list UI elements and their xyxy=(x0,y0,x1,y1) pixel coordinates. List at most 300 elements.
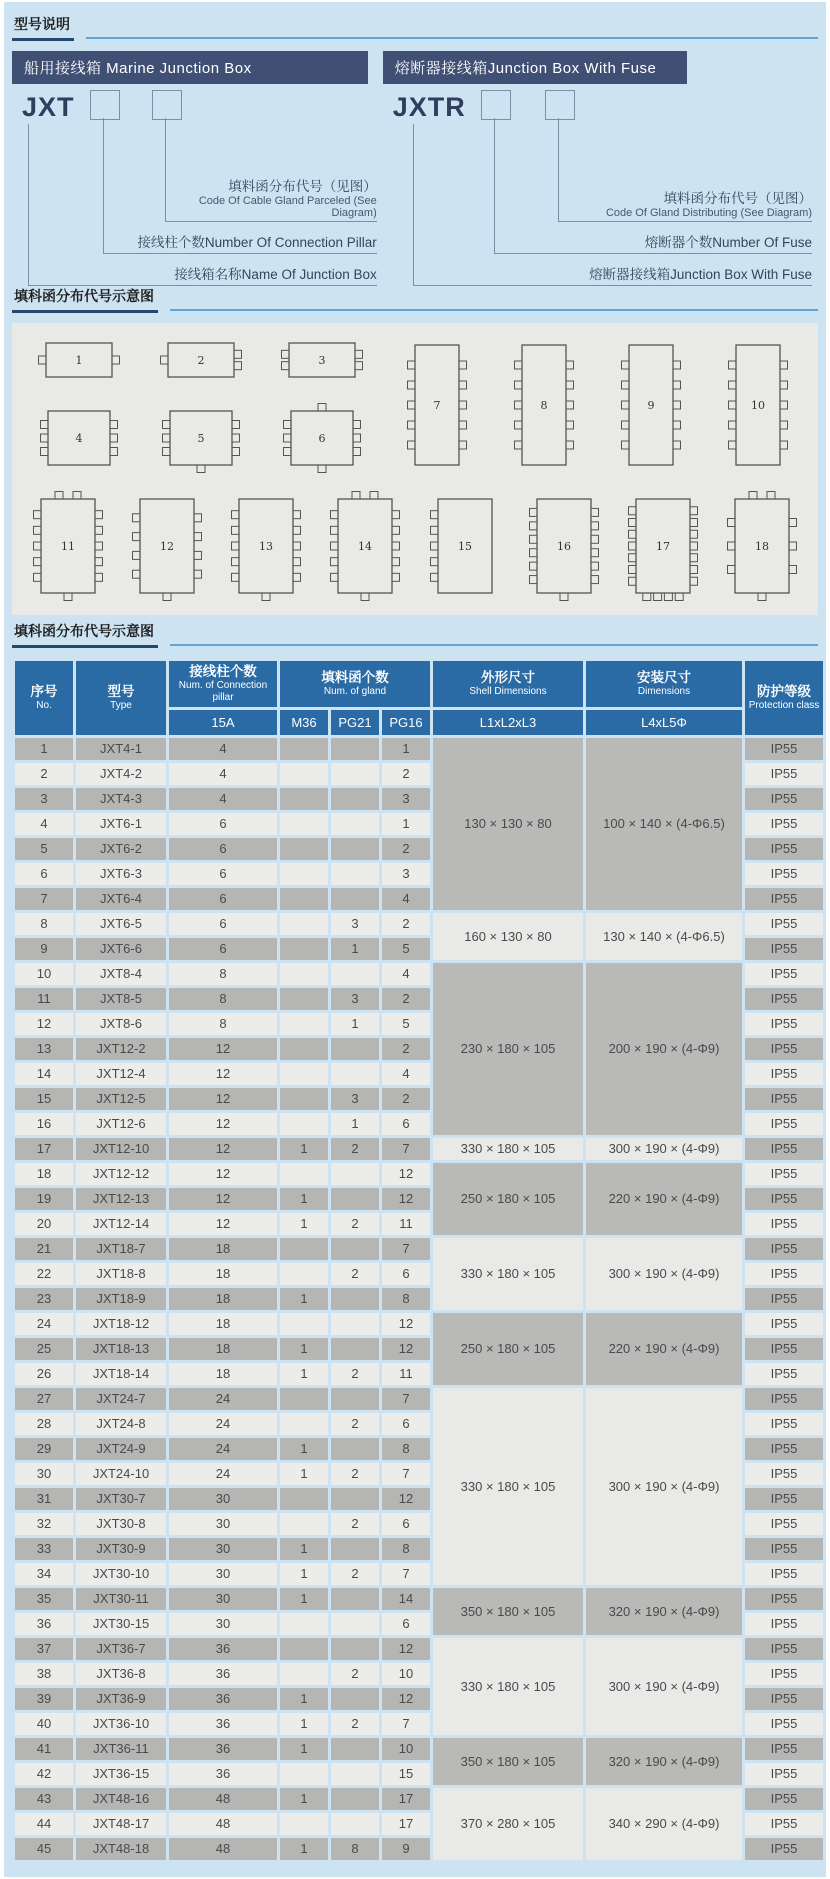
marine-model-code: JXT xyxy=(22,92,75,122)
cell-type: JXT12-10 xyxy=(76,1138,166,1160)
col-l4l5: L4xL5Φ xyxy=(586,710,742,735)
cell-pg21: 2 xyxy=(331,1663,379,1685)
cell-pg16: 1 xyxy=(382,813,430,835)
table-row xyxy=(15,1788,823,1810)
section-model-title: 型号说明 xyxy=(12,14,74,41)
svg-text:8: 8 xyxy=(540,399,548,412)
cell-type: JXT6-4 xyxy=(76,888,166,910)
cell-pg16: 4 xyxy=(382,888,430,910)
cell-type: JXT48-17 xyxy=(76,1813,166,1835)
cell-mount-dimensions: 300 × 190 × (4-Φ9) xyxy=(586,1238,742,1310)
cell-mount-dimensions: 300 × 190 × (4-Φ9) xyxy=(586,1138,742,1160)
cell-pg21 xyxy=(331,763,379,785)
cell-m36 xyxy=(280,1313,328,1335)
cell-type: JXT24-10 xyxy=(76,1463,166,1485)
cell-no: 18 xyxy=(15,1163,73,1185)
cell-protection-class: IP55 xyxy=(745,1263,823,1285)
cell-15a: 18 xyxy=(169,1238,277,1260)
cell-pg21 xyxy=(331,1338,379,1360)
cell-protection-class: IP55 xyxy=(745,863,823,885)
cell-15a: 4 xyxy=(169,738,277,760)
cell-15a: 30 xyxy=(169,1588,277,1610)
cell-shell-dimensions: 370 × 280 × 105 xyxy=(433,1788,583,1860)
cell-no: 26 xyxy=(15,1363,73,1385)
cell-protection-class: IP55 xyxy=(745,838,823,860)
cell-protection-class: IP55 xyxy=(745,1788,823,1810)
cell-type: JXT12-6 xyxy=(76,1113,166,1135)
svg-text:17: 17 xyxy=(656,540,671,553)
cell-no: 5 xyxy=(15,838,73,860)
cell-15a: 12 xyxy=(169,1088,277,1110)
svg-text:10: 10 xyxy=(751,399,766,412)
cell-mount-dimensions: 100 × 140 × (4-Φ6.5) xyxy=(586,738,742,910)
cell-pg21 xyxy=(331,1388,379,1410)
cell-15a: 8 xyxy=(169,1013,277,1035)
cell-pg16: 2 xyxy=(382,838,430,860)
svg-text:6: 6 xyxy=(318,432,326,445)
marine-code-diagram xyxy=(12,84,383,282)
pillar-count-label: 接线柱个数Number Of Connection Pillar xyxy=(103,118,377,254)
cell-pg21 xyxy=(331,1288,379,1310)
svg-text:11: 11 xyxy=(60,540,75,553)
cell-15a: 12 xyxy=(169,1138,277,1160)
gland-code-diagram-17 xyxy=(626,489,700,603)
table-row xyxy=(15,913,823,935)
table-row xyxy=(15,1238,823,1260)
cell-15a: 12 xyxy=(169,1188,277,1210)
cell-pg21: 2 xyxy=(331,1413,379,1435)
cell-type: JXT12-13 xyxy=(76,1188,166,1210)
cell-protection-class: IP55 xyxy=(745,1713,823,1735)
col-protection: 防护等级 Protection class xyxy=(745,661,823,735)
fuse-count-label: 熔断器个数Number Of Fuse xyxy=(494,118,812,254)
cell-type: JXT6-2 xyxy=(76,838,166,860)
cell-pg16: 7 xyxy=(382,1138,430,1160)
cell-shell-dimensions: 130 × 130 × 80 xyxy=(433,738,583,910)
cell-protection-class: IP55 xyxy=(745,1388,823,1410)
cell-pg16: 14 xyxy=(382,1588,430,1610)
svg-text:12: 12 xyxy=(159,540,174,553)
cell-pg16: 4 xyxy=(382,963,430,985)
cell-no: 17 xyxy=(15,1138,73,1160)
cell-pg21 xyxy=(331,1038,379,1060)
cell-m36 xyxy=(280,913,328,935)
cell-pg16: 17 xyxy=(382,1813,430,1835)
cell-pg21: 2 xyxy=(331,1263,379,1285)
cell-15a: 6 xyxy=(169,888,277,910)
cell-protection-class: IP55 xyxy=(745,1413,823,1435)
datasheet-page xyxy=(2,0,828,1879)
cell-pg21 xyxy=(331,1163,379,1185)
cell-protection-class: IP55 xyxy=(745,1488,823,1510)
svg-text:9: 9 xyxy=(647,399,655,412)
cell-15a: 6 xyxy=(169,938,277,960)
cell-m36 xyxy=(280,1488,328,1510)
cell-m36 xyxy=(280,888,328,910)
cell-pg21: 2 xyxy=(331,1363,379,1385)
cell-m36 xyxy=(280,1638,328,1660)
cell-protection-class: IP55 xyxy=(745,1088,823,1110)
section-model-header xyxy=(12,14,818,41)
cell-15a: 36 xyxy=(169,1663,277,1685)
cell-shell-dimensions: 350 × 180 × 105 xyxy=(433,1738,583,1785)
model-code-blocks xyxy=(12,51,818,282)
cell-no: 24 xyxy=(15,1313,73,1335)
cell-type: JXT24-8 xyxy=(76,1413,166,1435)
cell-pg16: 2 xyxy=(382,988,430,1010)
cell-pg21 xyxy=(331,1063,379,1085)
cell-no: 31 xyxy=(15,1488,73,1510)
cell-no: 38 xyxy=(15,1663,73,1685)
cell-15a: 24 xyxy=(169,1388,277,1410)
cell-protection-class: IP55 xyxy=(745,1588,823,1610)
cell-protection-class: IP55 xyxy=(745,1063,823,1085)
cell-pg16: 12 xyxy=(382,1313,430,1335)
cell-15a: 48 xyxy=(169,1788,277,1810)
cell-no: 42 xyxy=(15,1763,73,1785)
cell-m36 xyxy=(280,1163,328,1185)
gland-code-label: 填料函分布代号（见图） Code Of Gland Distributing (See Diagram) xyxy=(558,118,812,222)
code-placeholder-box-2 xyxy=(545,90,575,120)
col-pg21: PG21 xyxy=(331,710,379,735)
cell-pg16: 7 xyxy=(382,1238,430,1260)
cell-no: 41 xyxy=(15,1738,73,1760)
cell-pg21 xyxy=(331,813,379,835)
section-diagram-title: 填科函分布代号示意图 xyxy=(12,286,158,313)
section-rule xyxy=(86,37,818,39)
gland-code-diagram-7 xyxy=(405,335,469,475)
cell-pg16: 12 xyxy=(382,1338,430,1360)
cell-type: JXT24-7 xyxy=(76,1388,166,1410)
marine-junction-box-block xyxy=(12,51,383,282)
cell-type: JXT12-14 xyxy=(76,1213,166,1235)
cell-pg21 xyxy=(331,1488,379,1510)
table-row xyxy=(15,1738,823,1760)
cell-protection-class: IP55 xyxy=(745,1313,823,1335)
fuse-model-code: JXTR xyxy=(392,92,466,122)
cell-no: 32 xyxy=(15,1513,73,1535)
cell-no: 3 xyxy=(15,788,73,810)
cell-pg16: 8 xyxy=(382,1438,430,1460)
cell-protection-class: IP55 xyxy=(745,1538,823,1560)
cell-pg21: 3 xyxy=(331,1088,379,1110)
cell-protection-class: IP55 xyxy=(745,1113,823,1135)
cell-pg21 xyxy=(331,1813,379,1835)
gland-code-diagram-8 xyxy=(512,335,576,475)
cell-protection-class: IP55 xyxy=(745,1663,823,1685)
cell-shell-dimensions: 160 × 130 × 80 xyxy=(433,913,583,960)
header-row-1 xyxy=(15,661,823,707)
cell-protection-class: IP55 xyxy=(745,888,823,910)
cell-pg21: 2 xyxy=(331,1213,379,1235)
cell-protection-class: IP55 xyxy=(745,1513,823,1535)
gland-code-diagram-12 xyxy=(130,489,204,603)
col-mount: 安装尺寸 Dimensions xyxy=(586,661,742,707)
cell-protection-class: IP55 xyxy=(745,963,823,985)
cell-no: 15 xyxy=(15,1088,73,1110)
cell-no: 7 xyxy=(15,888,73,910)
cell-pg21: 3 xyxy=(331,988,379,1010)
cell-pg16: 6 xyxy=(382,1413,430,1435)
cell-protection-class: IP55 xyxy=(745,1038,823,1060)
cell-no: 13 xyxy=(15,1038,73,1060)
cell-15a: 36 xyxy=(169,1763,277,1785)
cell-15a: 4 xyxy=(169,788,277,810)
table-row xyxy=(15,1388,823,1410)
cell-protection-class: IP55 xyxy=(745,1688,823,1710)
cell-pg21 xyxy=(331,1788,379,1810)
table-row xyxy=(15,738,823,760)
cell-no: 22 xyxy=(15,1263,73,1285)
fuse-code-diagram xyxy=(383,84,818,282)
cell-no: 36 xyxy=(15,1613,73,1635)
cell-protection-class: IP55 xyxy=(745,1738,823,1760)
cell-pg21 xyxy=(331,863,379,885)
cell-type: JXT18-12 xyxy=(76,1313,166,1335)
cell-protection-class: IP55 xyxy=(745,1363,823,1385)
cell-protection-class: IP55 xyxy=(745,1563,823,1585)
cell-pg16: 7 xyxy=(382,1388,430,1410)
cell-pg21 xyxy=(331,888,379,910)
cell-type: JXT6-1 xyxy=(76,813,166,835)
cell-type: JXT4-1 xyxy=(76,738,166,760)
table-row xyxy=(15,1588,823,1610)
cell-no: 43 xyxy=(15,1788,73,1810)
cell-m36 xyxy=(280,1013,328,1035)
svg-text:7: 7 xyxy=(433,399,441,412)
gland-code-diagram-18 xyxy=(725,489,799,603)
cell-mount-dimensions: 320 × 190 × (4-Φ9) xyxy=(586,1588,742,1635)
cell-type: JXT30-11 xyxy=(76,1588,166,1610)
cell-mount-dimensions: 300 × 190 × (4-Φ9) xyxy=(586,1388,742,1585)
cell-pg16: 10 xyxy=(382,1663,430,1685)
gland-code-diagram-1 xyxy=(36,333,122,387)
cell-protection-class: IP55 xyxy=(745,1613,823,1635)
cell-15a: 12 xyxy=(169,1038,277,1060)
cell-no: 33 xyxy=(15,1538,73,1560)
table-row xyxy=(15,1138,823,1160)
cell-pg21 xyxy=(331,963,379,985)
cell-type: JXT30-9 xyxy=(76,1538,166,1560)
cell-shell-dimensions: 250 × 180 × 105 xyxy=(433,1313,583,1385)
cell-type: JXT8-4 xyxy=(76,963,166,985)
cell-pg16: 2 xyxy=(382,763,430,785)
cell-m36: 1 xyxy=(280,1213,328,1235)
svg-text:18: 18 xyxy=(755,540,770,553)
gland-code-diagram-4 xyxy=(38,401,120,475)
cell-protection-class: IP55 xyxy=(745,1163,823,1185)
cell-15a: 30 xyxy=(169,1613,277,1635)
cell-no: 27 xyxy=(15,1388,73,1410)
fuse-banner: 熔断器接线箱Junction Box With Fuse xyxy=(383,51,688,84)
cell-m36: 1 xyxy=(280,1738,328,1760)
cell-m36: 1 xyxy=(280,1188,328,1210)
cell-no: 39 xyxy=(15,1688,73,1710)
cell-shell-dimensions: 330 × 180 × 105 xyxy=(433,1138,583,1160)
cell-15a: 48 xyxy=(169,1813,277,1835)
cell-pg21 xyxy=(331,1313,379,1335)
cell-m36 xyxy=(280,1613,328,1635)
cell-m36: 1 xyxy=(280,1138,328,1160)
cell-15a: 12 xyxy=(169,1213,277,1235)
gland-code-diagram-13 xyxy=(229,489,303,603)
cell-protection-class: IP55 xyxy=(745,1238,823,1260)
cell-mount-dimensions: 340 × 290 × (4-Φ9) xyxy=(586,1788,742,1860)
cell-15a: 12 xyxy=(169,1113,277,1135)
gland-code-diagram-5 xyxy=(160,401,242,475)
cell-15a: 18 xyxy=(169,1313,277,1335)
spec-table xyxy=(12,658,826,1863)
cell-type: JXT48-16 xyxy=(76,1788,166,1810)
cell-m36: 1 xyxy=(280,1463,328,1485)
cell-protection-class: IP55 xyxy=(745,1338,823,1360)
cell-type: JXT8-5 xyxy=(76,988,166,1010)
cell-15a: 18 xyxy=(169,1288,277,1310)
cell-no: 35 xyxy=(15,1588,73,1610)
cell-pg21 xyxy=(331,838,379,860)
cell-pg16: 3 xyxy=(382,863,430,885)
cell-type: JXT12-2 xyxy=(76,1038,166,1060)
cell-protection-class: IP55 xyxy=(745,763,823,785)
section-diagram-header xyxy=(12,286,818,313)
cell-m36 xyxy=(280,1663,328,1685)
cell-protection-class: IP55 xyxy=(745,813,823,835)
diagram-row-tall xyxy=(383,333,812,475)
cell-type: JXT18-13 xyxy=(76,1338,166,1360)
cell-protection-class: IP55 xyxy=(745,1763,823,1785)
cell-15a: 12 xyxy=(169,1163,277,1185)
cell-pg16: 5 xyxy=(382,938,430,960)
cell-15a: 36 xyxy=(169,1713,277,1735)
cell-m36 xyxy=(280,1238,328,1260)
cell-15a: 6 xyxy=(169,813,277,835)
cell-type: JXT12-5 xyxy=(76,1088,166,1110)
cell-m36: 1 xyxy=(280,1438,328,1460)
cell-pg21: 2 xyxy=(331,1463,379,1485)
cell-15a: 30 xyxy=(169,1538,277,1560)
cell-pg16: 8 xyxy=(382,1288,430,1310)
cell-m36: 1 xyxy=(280,1688,328,1710)
cell-type: JXT6-5 xyxy=(76,913,166,935)
cell-type: JXT18-7 xyxy=(76,1238,166,1260)
section-table-header xyxy=(12,621,818,648)
cell-type: JXT12-12 xyxy=(76,1163,166,1185)
cell-no: 40 xyxy=(15,1713,73,1735)
cell-m36: 1 xyxy=(280,1538,328,1560)
gland-code-diagram-16 xyxy=(527,489,601,603)
cell-m36 xyxy=(280,1513,328,1535)
cell-protection-class: IP55 xyxy=(745,1463,823,1485)
cell-m36 xyxy=(280,838,328,860)
cell-pg16: 9 xyxy=(382,1838,430,1860)
cell-m36 xyxy=(280,738,328,760)
svg-text:4: 4 xyxy=(75,432,83,445)
cell-m36 xyxy=(280,938,328,960)
cell-type: JXT36-7 xyxy=(76,1638,166,1660)
cell-protection-class: IP55 xyxy=(745,1438,823,1460)
cell-15a: 24 xyxy=(169,1413,277,1435)
cell-no: 44 xyxy=(15,1813,73,1835)
cell-no: 28 xyxy=(15,1413,73,1435)
cell-15a: 6 xyxy=(169,838,277,860)
cell-shell-dimensions: 330 × 180 × 105 xyxy=(433,1388,583,1585)
cell-pg16: 6 xyxy=(382,1513,430,1535)
cell-pg21: 2 xyxy=(331,1513,379,1535)
cell-pg16: 12 xyxy=(382,1188,430,1210)
gland-code-diagram-15 xyxy=(428,489,502,603)
col-gland: 填料函个数 Num. of gland xyxy=(280,661,430,707)
cell-pg16: 6 xyxy=(382,1263,430,1285)
cell-no: 4 xyxy=(15,813,73,835)
cell-pg16: 6 xyxy=(382,1613,430,1635)
cell-type: JXT36-10 xyxy=(76,1713,166,1735)
cell-no: 23 xyxy=(15,1288,73,1310)
fuse-box-name-label: 熔断器接线箱Junction Box With Fuse xyxy=(413,124,812,286)
cell-pg21: 1 xyxy=(331,1013,379,1035)
cell-no: 29 xyxy=(15,1438,73,1460)
cell-protection-class: IP55 xyxy=(745,1188,823,1210)
cell-protection-class: IP55 xyxy=(745,738,823,760)
cell-m36 xyxy=(280,1388,328,1410)
cell-pg21 xyxy=(331,1588,379,1610)
cell-type: JXT36-8 xyxy=(76,1663,166,1685)
cell-15a: 48 xyxy=(169,1838,277,1860)
cell-m36: 1 xyxy=(280,1838,328,1860)
cell-pg21: 1 xyxy=(331,1113,379,1135)
cell-mount-dimensions: 130 × 140 × (4-Φ6.5) xyxy=(586,913,742,960)
cell-15a: 36 xyxy=(169,1738,277,1760)
cell-15a: 36 xyxy=(169,1688,277,1710)
table-row xyxy=(15,1638,823,1660)
cell-pg21 xyxy=(331,1688,379,1710)
cell-mount-dimensions: 200 × 190 × (4-Φ9) xyxy=(586,963,742,1135)
cell-pg21 xyxy=(331,1613,379,1635)
col-m36: M36 xyxy=(280,710,328,735)
cell-15a: 24 xyxy=(169,1438,277,1460)
cell-pg21 xyxy=(331,1188,379,1210)
cell-pg16: 11 xyxy=(382,1363,430,1385)
cell-type: JXT6-3 xyxy=(76,863,166,885)
cell-mount-dimensions: 320 × 190 × (4-Φ9) xyxy=(586,1738,742,1785)
cell-pg21 xyxy=(331,1763,379,1785)
section-rule xyxy=(170,309,818,311)
cell-type: JXT30-7 xyxy=(76,1488,166,1510)
cell-mount-dimensions: 300 × 190 × (4-Φ9) xyxy=(586,1638,742,1735)
cell-type: JXT8-6 xyxy=(76,1013,166,1035)
cell-pg16: 12 xyxy=(382,1688,430,1710)
cell-15a: 4 xyxy=(169,763,277,785)
cell-pg21: 8 xyxy=(331,1838,379,1860)
col-15a: 15A xyxy=(169,710,277,735)
cell-pg21 xyxy=(331,1238,379,1260)
cell-pg16: 1 xyxy=(382,738,430,760)
marine-banner: 船用接线箱 Marine Junction Box xyxy=(12,51,368,84)
svg-text:3: 3 xyxy=(318,354,326,367)
cell-pg21 xyxy=(331,1738,379,1760)
cell-m36 xyxy=(280,1763,328,1785)
cell-no: 11 xyxy=(15,988,73,1010)
cell-no: 19 xyxy=(15,1188,73,1210)
cell-no: 12 xyxy=(15,1013,73,1035)
cell-pg21: 2 xyxy=(331,1713,379,1735)
cell-shell-dimensions: 350 × 180 × 105 xyxy=(433,1588,583,1635)
cell-mount-dimensions: 220 × 190 × (4-Φ9) xyxy=(586,1163,742,1235)
cell-pg16: 7 xyxy=(382,1713,430,1735)
cell-pg16: 2 xyxy=(382,1088,430,1110)
cell-protection-class: IP55 xyxy=(745,1013,823,1035)
cell-pg21 xyxy=(331,1638,379,1660)
cell-no: 8 xyxy=(15,913,73,935)
